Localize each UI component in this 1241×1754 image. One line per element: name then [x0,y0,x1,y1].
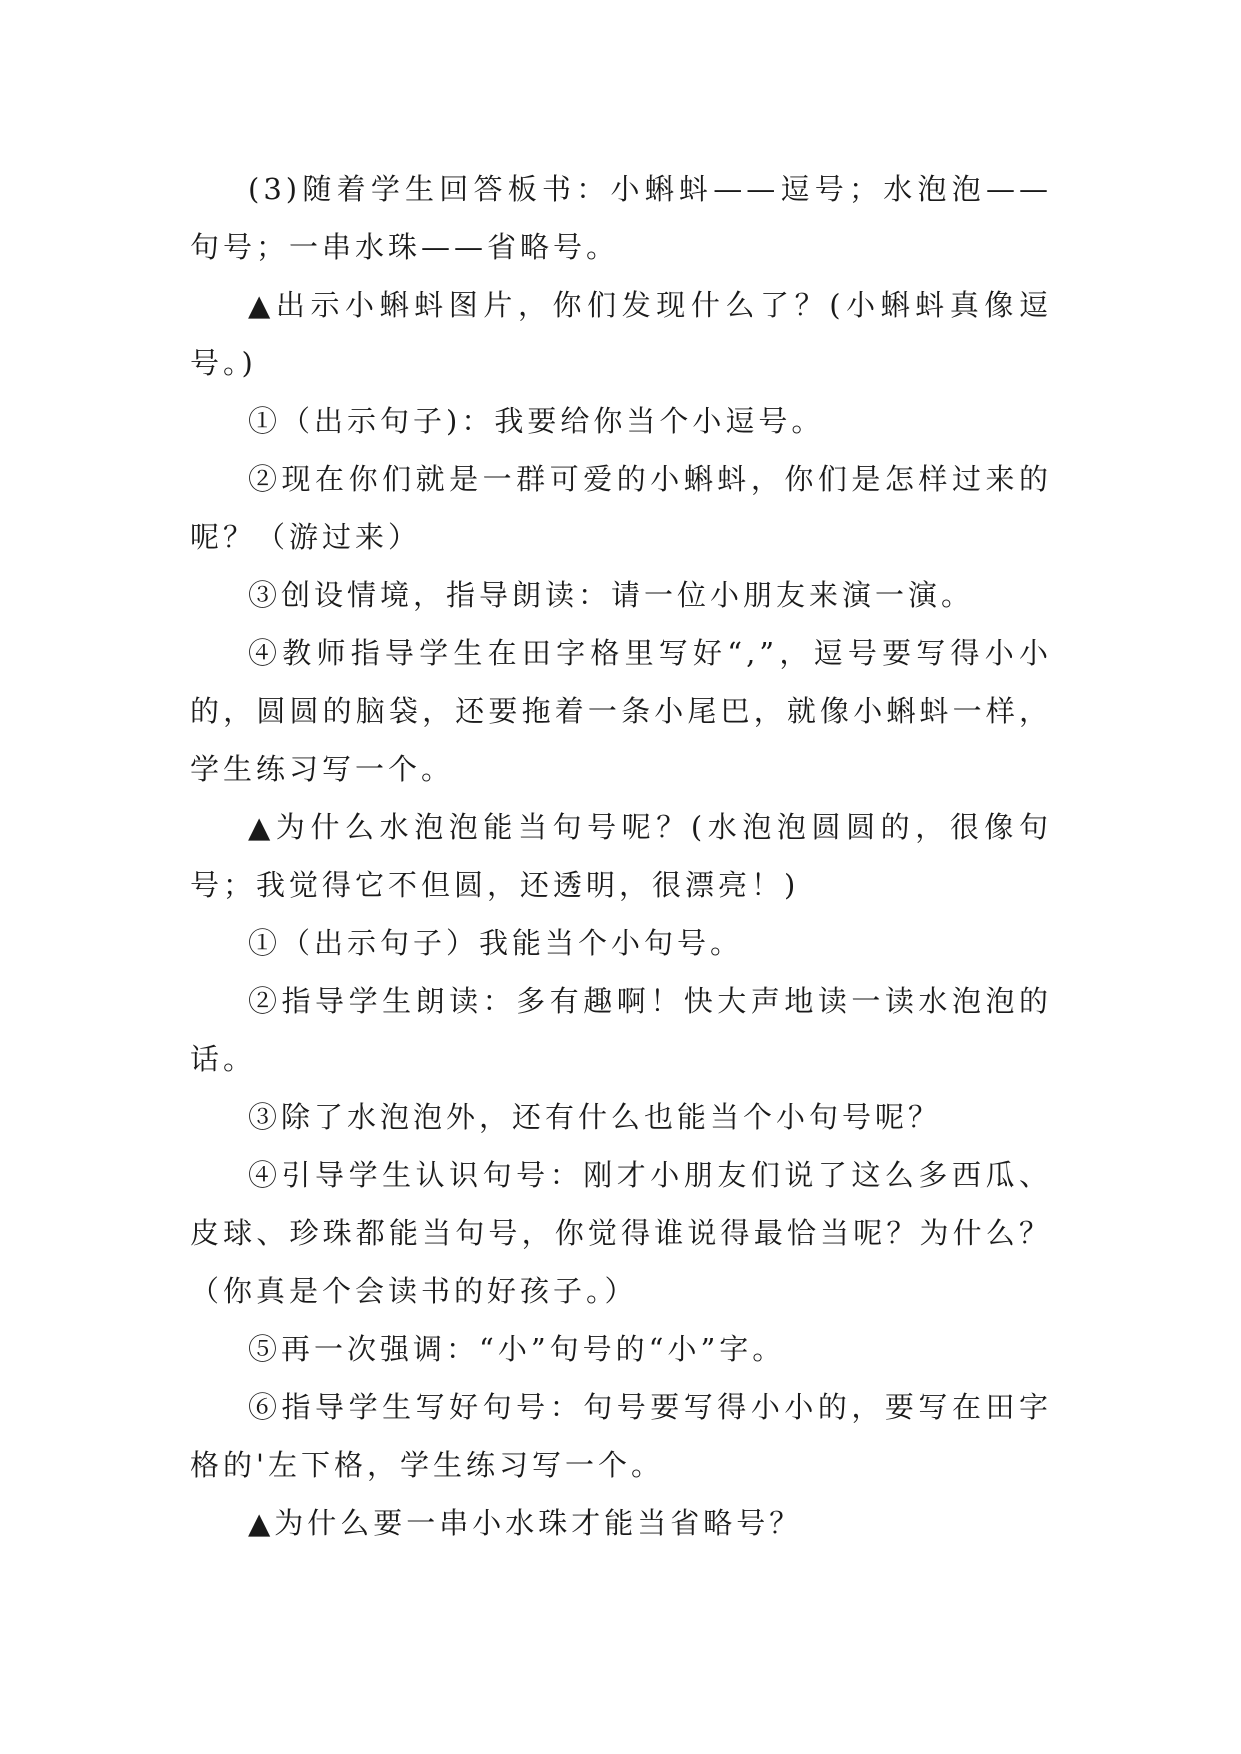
paragraph: ▲出示小蝌蚪图片，你们发现什么了？(小蝌蚪真像逗号。) [190,288,1052,380]
paragraph: ②现在你们就是一群可爱的小蝌蚪，你们是怎样过来的呢？（游过来） [190,462,1052,554]
paragraph: ③除了水泡泡外，还有什么也能当个小句号呢？ [248,1100,942,1134]
paragraph: (3)随着学生回答板书：小蝌蚪——逗号；水泡泡——句号；一串水珠——省略号。 [190,172,1052,264]
paragraph: ▲为什么水泡泡能当句号呢？(水泡泡圆圆的，很像句号；我觉得它不但圆，还透明，很漂亮！) [190,810,1052,902]
paragraph: ①（出示句子）我能当个小句号。 [248,926,744,960]
document-page [190,160,1052,1552]
paragraph: ⑥指导学生写好句号：句号要写得小小的，要写在田字格的'左下格，学生练习写一个。 [190,1390,1052,1482]
paragraph: ③创设情境，指导朗读：请一位小朋友来演一演。 [248,578,975,612]
paragraph: ④引导学生认识句号：刚才小朋友们说了这么多西瓜、皮球、珍珠都能当句号，你觉得谁说得最恰当呢？为什么？（你真是个会读书的好孩子。） [190,1158,1052,1308]
paragraph: ①（出示句子)：我要给你当个小逗号。 [248,404,825,438]
paragraph: ▲为什么要一串小水珠才能当省略号？ [248,1506,803,1540]
paragraph: ②指导学生朗读：多有趣啊！快大声地读一读水泡泡的话。 [190,984,1052,1076]
paragraph: ④教师指导学生在田字格里写好“,”，逗号要写得小小的，圆圆的脑袋，还要拖着一条小尾巴，就像小蝌蚪一样，学生练习写一个。 [190,636,1052,786]
paragraph: ⑤再一次强调：“小”句号的“小”字。 [248,1332,786,1366]
